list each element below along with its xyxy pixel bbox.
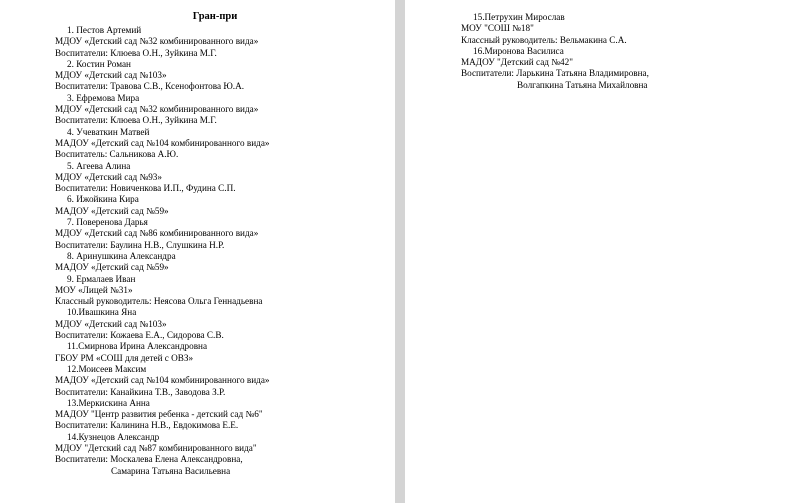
text-line: МАДОУ «Детский сад №59»	[55, 262, 169, 273]
text-line: Воспитатели: Ларькина Татьяна Владимировна,	[461, 68, 649, 79]
list-item-entry: 12.Моисеев Максим	[67, 363, 147, 374]
text-line: Воспитатели: Клюева О.Н., Зуйкина М.Г.	[55, 115, 217, 126]
text-line: МДОУ «Детский сад №103»	[55, 318, 167, 329]
left-column-text	[55, 25, 395, 477]
list-item-entry: 15.Петрухин Мирослав	[473, 12, 565, 22]
list-item-entry: 5. Агеева Алина	[67, 160, 131, 171]
text-line: МАДОУ «Детский сад №59»	[55, 205, 169, 216]
text-line: МДОУ «Детский сад №93»	[55, 171, 162, 182]
list-item-entry: 2. Костин Роман	[67, 58, 131, 69]
text-line: Классный руководитель: Неясова Ольга Геннадьевна	[55, 296, 263, 307]
text-line: Воспитатели: Канайкина Т.В., Заводова З.Р.	[55, 386, 226, 397]
text-line: Воспитатели: Травова С.В., Ксенофонтова Ю.А.	[55, 81, 245, 92]
list-item-entry: 4. Учеваткин Матвей	[67, 126, 150, 137]
text-line: МОУ «Лицей №31»	[55, 284, 133, 295]
text-line: Воспитатель: Сальникова А.Ю.	[55, 149, 179, 160]
text-line: МДОУ «Детский сад №103»	[55, 70, 167, 81]
text-line: Самарина Татьяна Васильевна	[111, 465, 231, 476]
text-line: Волгапкина Татьяна Михайловна	[517, 79, 648, 90]
list-item-entry: 6. Ижойкина Кира	[67, 194, 139, 205]
list-item-entry: 10.Ивашкина Яна	[67, 307, 137, 318]
text-line: МАДОУ "Центр развития ребенка - детский сад №6"	[55, 409, 263, 420]
text-line: МАДОУ "Детский сад №42"	[461, 57, 573, 68]
text-line: Воспитатели: Баулина Н.В., Слушкина Н.Р.	[55, 239, 225, 250]
list-item-entry: 16.Миронова Василиса	[473, 45, 564, 56]
text-line: Воспитатели: Новиченкова И.П., Фудина С.П.	[55, 183, 236, 194]
text-line: Воспитатели: Клюева О.Н., Зуйкина М.Г.	[55, 47, 217, 58]
list-item-entry: 8. Аринушкина Александра	[67, 250, 176, 261]
list-item-entry: 7. Поверенова Дарья	[67, 217, 148, 228]
list-item-entry: 11.Смирнова Ирина Александровна	[67, 341, 208, 352]
text-line: ГБОУ РМ «СОШ для детей с ОВЗ»	[55, 352, 194, 363]
text-line: МАДОУ «Детский сад №104 комбинированного вида»	[55, 137, 270, 148]
text-line: Классный руководитель: Вельмакина С.А.	[461, 34, 627, 45]
text-line: МДОУ «Детский сад №32 комбинированного вида»	[55, 104, 259, 115]
list-item-entry: 14.Кузнецов Александр	[67, 431, 160, 442]
text-line: МДОУ «Детский сад №86 комбинированного вида»	[55, 228, 259, 239]
list-item-entry: 3. Ефремова Мира	[67, 92, 140, 103]
text-line: МАДОУ «Детский сад №104 комбинированного вида»	[55, 375, 270, 386]
document-page-left	[0, 0, 395, 503]
document-page-right	[405, 0, 800, 503]
text-line: МОУ "СОШ №18"	[461, 23, 534, 34]
text-line: МДОУ «Детский сад №32 комбинированного вида»	[55, 36, 259, 47]
text-line: Воспитатели: Калинина Н.В., Евдокимова Е.Е.	[55, 420, 239, 431]
list-item-entry: 1. Пестов Артемий	[67, 25, 142, 35]
list-item-entry: 9. Ермалаев Иван	[67, 273, 136, 284]
text-line: Воспитатели: Москалева Елена Александровна,	[55, 454, 243, 465]
list-item-entry: 13.Меркискина Анна	[67, 397, 150, 408]
right-column-text	[461, 12, 800, 91]
page-title: Гран-при	[192, 11, 238, 22]
text-line: Воспитатели: Кожаева Е.А., Сидорова С.В.	[55, 330, 224, 341]
text-line: МДОУ "Детский сад №87 комбинированного вида"	[55, 442, 257, 453]
